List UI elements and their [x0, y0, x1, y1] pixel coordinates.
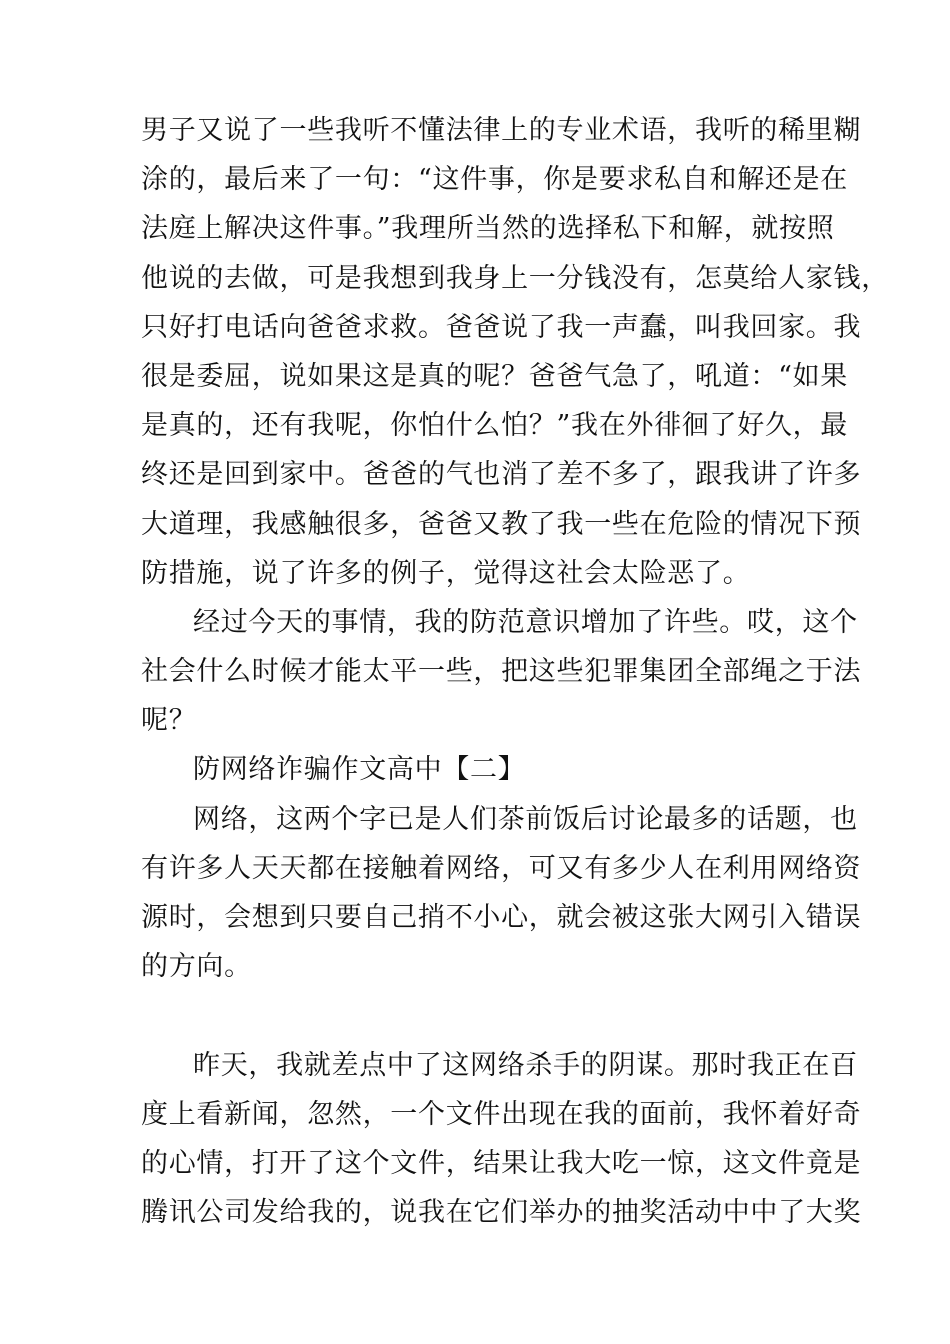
paragraph-line: 网络，这两个字已是人们茶前饭后讨论最多的话题，也 — [193, 803, 858, 835]
paragraph-line: 防措施，说了许多的例子，觉得这社会太险恶了。 — [141, 557, 751, 589]
paragraph-line: 有许多人天天都在接触着网络，可又有多少人在利用网络资 — [141, 852, 862, 884]
paragraph-line: 男子又说了一些我听不懂法律上的专业术语，我听的稀里糊 — [141, 115, 862, 146]
paragraph-line: 呢？ — [141, 705, 197, 737]
document-body — [141, 106, 889, 1237]
paragraph-line: 是真的，还有我呢，你怕什么怕？”我在外徘徊了好久，最 — [141, 410, 849, 442]
paragraph-line: 的心情，打开了这个文件，结果让我大吃一惊，这文件竟是 — [141, 1147, 862, 1179]
paragraph-line: 的方向。 — [141, 951, 252, 983]
paragraph-line: 大道理，我感触很多，爸爸又教了我一些在危险的情况下预 — [141, 508, 862, 540]
section-heading: 防网络诈骗作文高中【二】 — [193, 754, 526, 786]
paragraph-line: 社会什么时候才能太平一些，把这些犯罪集团全部绳之于法 — [141, 656, 862, 688]
paragraph-line: 昨天，我就差点中了这网络杀手的阴谋。那时我正在百 — [193, 1049, 858, 1081]
paragraph-line: 腾讯公司发给我的，说我在它们举办的抽奖活动中中了大奖 — [141, 1197, 862, 1229]
paragraph-line: 经过今天的事情，我的防范意识增加了许些。哎，这个 — [193, 606, 858, 638]
paragraph-line: 只好打电话向爸爸求救。爸爸说了我一声蠢，叫我回家。我 — [141, 311, 862, 343]
paragraph-line: 终还是回到家中。爸爸的气也消了差不多了，跟我讲了许多 — [141, 459, 862, 491]
paragraph-line: 很是委屈，说如果这是真的呢？爸爸气急了，吼道：“如果 — [141, 360, 849, 392]
paragraph-line: 他说的去做，可是我想到我身上一分钱没有，怎莫给人家钱， — [141, 262, 889, 294]
paragraph-line: 度上看新闻，忽然，一个文件出现在我的面前，我怀着好奇 — [141, 1098, 862, 1130]
paragraph-line: 法庭上解决这件事。”我理所当然的选择私下和解，就按照 — [141, 213, 835, 245]
paragraph-line: 涂的，最后来了一句：“这件事，你是要求私自和解还是在 — [141, 164, 849, 196]
paragraph-line: 源时，会想到只要自己捎不小心，就会被这张大网引入错误 — [141, 902, 862, 933]
paragraph-gap — [141, 991, 817, 1040]
